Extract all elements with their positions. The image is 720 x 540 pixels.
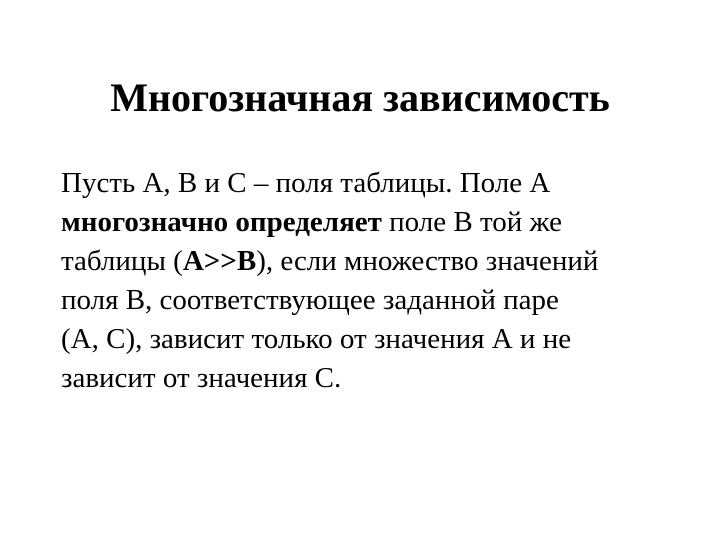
body-text: поля В, соответствующее заданной паре <box>61 284 559 316</box>
body-line-5 <box>61 320 701 359</box>
body-line-2 <box>61 203 701 242</box>
body-text: поле В той же <box>381 206 563 238</box>
body-line-6 <box>61 359 701 398</box>
slide-body-text <box>61 164 701 398</box>
body-text: зависит от значения С. <box>61 362 342 394</box>
body-line-1 <box>61 164 701 203</box>
term-multivalued-determines: многозначно определяет <box>61 206 382 238</box>
body-text: Пусть А, В и С – поля таблицы. Поле А <box>61 167 551 199</box>
body-line-3 <box>61 242 701 281</box>
body-text: (А, С), зависит только от значения А и не <box>61 323 572 355</box>
body-line-4 <box>61 281 701 320</box>
notation-dependency: А>>В <box>182 245 257 277</box>
body-text: ), если множество значений <box>256 245 599 277</box>
body-text: таблицы ( <box>61 245 183 277</box>
slide-title: Многозначная зависимость <box>110 75 610 120</box>
